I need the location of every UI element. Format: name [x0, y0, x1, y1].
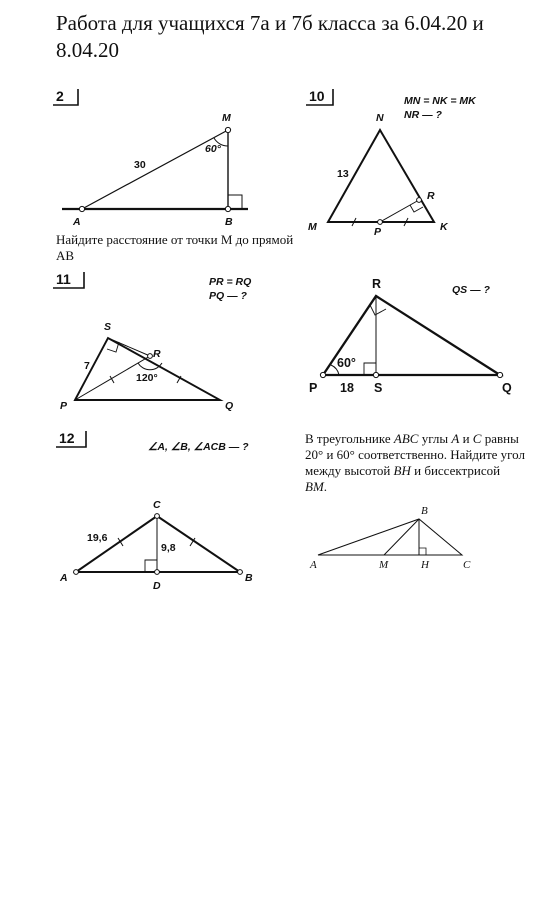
problem-abc-figure: [309, 505, 471, 571]
triangle-psq: [75, 338, 220, 400]
label-q: Q: [225, 400, 234, 412]
label-c: C: [463, 559, 471, 571]
point-p: [378, 220, 383, 225]
point-d: [155, 570, 160, 575]
right-angle-mark: [419, 548, 426, 555]
condition-line-1: PR = RQ: [209, 276, 252, 288]
label-side-13: 13: [337, 168, 349, 180]
point-c: [155, 514, 160, 519]
point-q: [497, 372, 502, 377]
point-p: [320, 372, 325, 377]
label-angle-60: 60°: [337, 356, 356, 370]
problem-12-number: 12: [59, 430, 75, 446]
label-s: S: [374, 381, 383, 395]
label-side-18: 18: [340, 381, 354, 395]
segment-am: [82, 130, 228, 209]
label-n: N: [376, 112, 384, 124]
problem-11-number: 11: [56, 271, 71, 287]
page-title: Работа для учащихся 7а и 7б класса за 6.04.20 и 8.04.20: [56, 11, 484, 62]
label-b: B: [245, 572, 253, 584]
label-p: P: [374, 226, 382, 238]
point-b: [238, 570, 243, 575]
label-a: A: [310, 559, 317, 571]
triangle-abc: [318, 519, 462, 555]
problem-11-figure: [53, 271, 251, 412]
label-b: B: [421, 505, 428, 517]
label-k: K: [440, 221, 448, 233]
right-angle-mark: [410, 205, 423, 212]
problem-qs-figure: [309, 277, 512, 395]
label-height-9-8: 9,8: [161, 542, 176, 554]
point-a: [79, 206, 84, 211]
label-p: P: [309, 381, 318, 395]
label-a: A: [73, 216, 81, 228]
label-m: M: [379, 559, 389, 571]
label-q: Q: [502, 381, 512, 395]
label-a: A: [60, 572, 68, 584]
condition-line-1: MN = NK = MK: [404, 95, 476, 107]
label-p: P: [60, 400, 68, 412]
label-s: S: [104, 321, 112, 333]
problem-12-figure: [56, 430, 253, 592]
label-r: R: [427, 190, 435, 202]
condition-qs: QS — ?: [452, 284, 490, 296]
point-a: [74, 570, 79, 575]
condition-line-2: PQ — ?: [209, 290, 247, 302]
label-m: M: [222, 112, 231, 124]
label-angle-120: 120°: [136, 372, 158, 384]
problem-2-number: 2: [56, 88, 64, 104]
label-side-7: 7: [84, 360, 90, 372]
label-b: B: [225, 216, 233, 228]
point-m: [225, 127, 230, 132]
label-side-19-6: 19,6: [87, 532, 108, 544]
label-m: M: [308, 221, 317, 233]
label-angle-60: 60°: [205, 143, 221, 155]
problem-2-figure: [53, 88, 248, 228]
triangle-abc: [76, 516, 240, 572]
label-r: R: [372, 277, 382, 291]
right-angle-mark: [370, 305, 386, 315]
label-c: C: [153, 499, 161, 511]
label-side-30: 30: [134, 159, 146, 171]
segment-sr: [108, 338, 150, 356]
point-r: [148, 354, 153, 359]
condition-line-2: NR — ?: [404, 109, 442, 121]
problem-10-number: 10: [309, 88, 325, 104]
point-s: [373, 372, 378, 377]
problem-abc-text: В треугольнике ABC углы A и C равны 20° и 60° соответственно. Найдите угол между высотой BH и биссектрисой BM.: [305, 431, 525, 494]
point-b: [225, 206, 230, 211]
bisector-bm: [384, 519, 419, 555]
point-r: [417, 198, 422, 203]
label-h: H: [421, 559, 429, 571]
label-d: D: [153, 580, 161, 592]
label-r: R: [153, 348, 161, 360]
problem-10-figure: [306, 88, 477, 238]
problem-2-question: Найдите расстояние от точки М до прямой АВ: [56, 232, 294, 263]
condition-angles: ∠A, ∠B, ∠ACB — ?: [148, 441, 249, 453]
